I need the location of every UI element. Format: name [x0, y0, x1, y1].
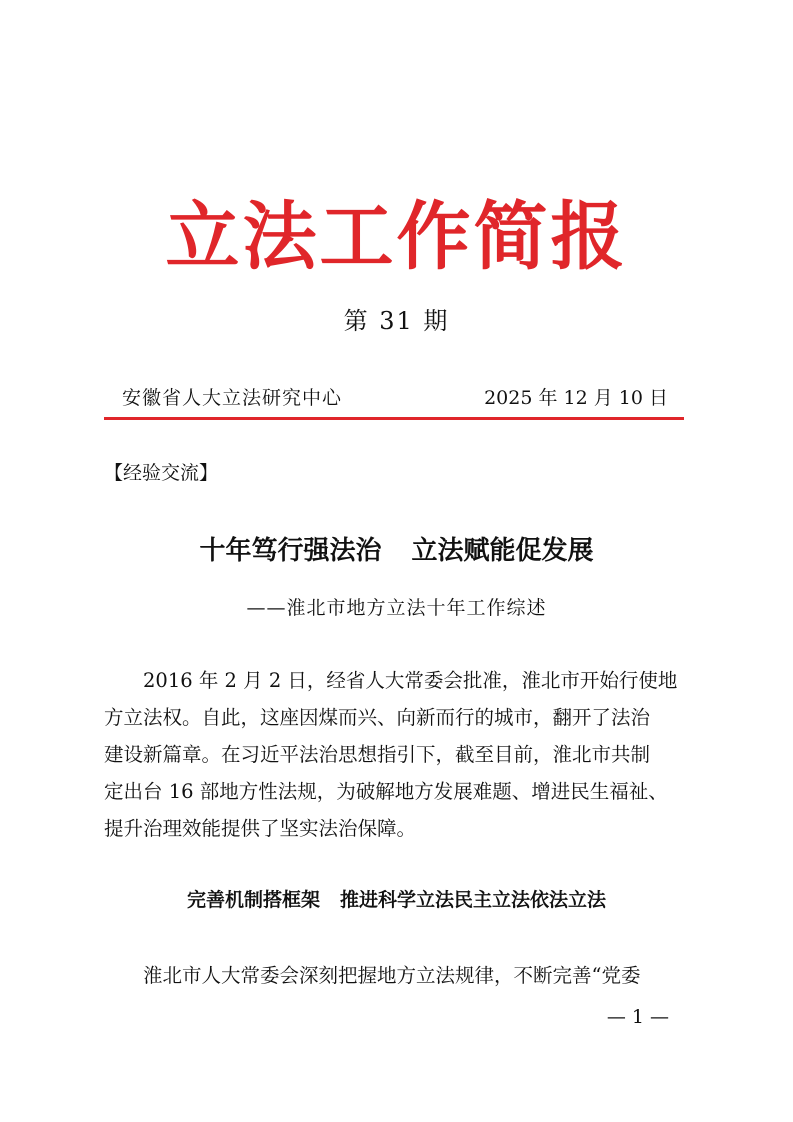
masthead-title: 立法工作简报 [165, 194, 628, 280]
paragraph-intro [104, 662, 690, 847]
article-title-part2: 立法赋能促发展 [411, 536, 594, 566]
section-heading [0, 884, 793, 916]
paragraph-line: 方立法权。自此，这座因煤而兴、向新而行的城市，翻开了法治 [104, 706, 651, 729]
issue-date: 2025 年 12 月 10 日 [484, 387, 668, 409]
header-divider [104, 417, 684, 420]
article-title [0, 531, 793, 571]
masthead-meta-row [122, 383, 668, 413]
article-title-part1: 十年笃行强法治 [199, 536, 382, 566]
paragraph-line: 2016 年 2 月 2 日，经省人大常委会批准，淮北市开始行使地 [143, 669, 678, 692]
paragraph-line: 建设新篇章。在习近平法治思想指引下，截至目前，淮北市共制 [104, 743, 651, 766]
paragraph-line: 提升治理效能提供了坚实法治保障。 [104, 817, 417, 840]
paragraph-line: 定出台 16 部地方性法规，为破解地方发展难题、增进民生福祉、 [104, 780, 668, 803]
paragraph-mechanism [104, 957, 690, 994]
section-heading-part2: 推进科学立法民主立法依法立法 [340, 889, 607, 911]
article-subtitle: ——淮北市地方立法十年工作综述 [246, 597, 547, 619]
page-number: — 1 — [606, 1006, 669, 1028]
section-heading-part1: 完善机制搭框架 [186, 889, 320, 911]
organization-name: 安徽省人大立法研究中心 [122, 387, 343, 409]
issue-number: 第 31 期 [343, 307, 450, 335]
paragraph-line: 淮北市人大常委会深刻把握地方立法规律，不断完善“党委 [143, 964, 641, 987]
section-tag: 【经验交流】 [104, 462, 219, 484]
